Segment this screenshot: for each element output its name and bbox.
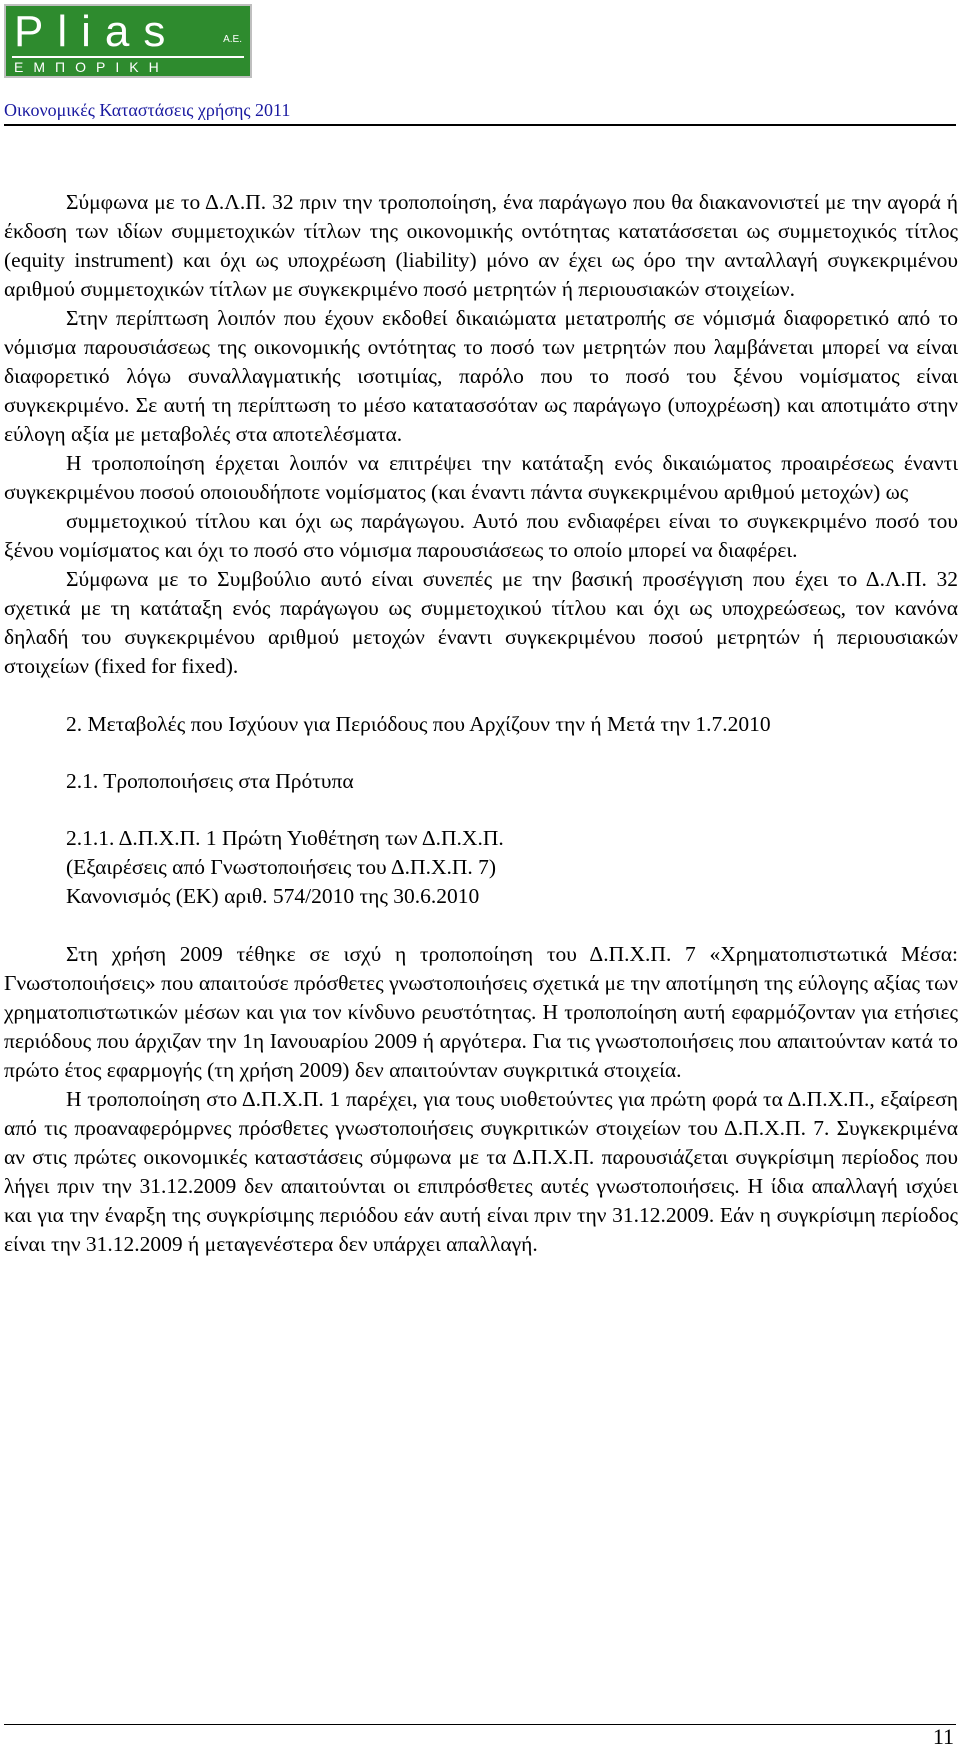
footer-divider [4,1724,956,1725]
logo-suffix: A.E. [223,34,242,45]
section-heading-2-1: 2.1. Τροποποιήσεις στα Πρότυπα [66,769,354,793]
paragraph: Η τροποποίηση έρχεται λοιπόν να επιτρέψει την κατάταξη ενός δικαιώματος προαιρέσεως έναντι συγκεκριμένου ποσού οποιουδήποτε νομίσματος (και έναντι πάντα συγκεκριμένου αριθμού μετοχών) ως [4,451,958,504]
regulation-reference: Κανονισμός (ΕΚ) αριθ. 574/2010 της 30.6.2010 [66,884,480,908]
paragraph: συμμετοχικού τίτλου και όχι ως παράγωγου. Αυτό που ενδιαφέρει είναι το συγκεκριμένο ποσό του ξένου νομίσματος και όχι το ποσό στο νόμισμα παρουσιάσεως το οποίο μπορεί να διαφέρει. [4,509,958,562]
logo-name: Plias [14,7,180,56]
paragraph: Σύμφωνα με το Δ.Λ.Π. 32 πριν την τροποποίηση, ένα παράγωγο που θα διακανονιστεί με την αγορά ή έκδοση των ιδίων συμμετοχικών τίτλων της οικονομικής οντότητας κατατάσσεται ως συμμετοχικός τίτλος (equity instrument) και όχι ως υποχρέωση (liability) μόνο αν έχει ως όρο την ανταλλαγή συγκεκριμένου αριθμού συμμετοχικών τίτλων με συγκεκριμένο ποσό μετρητών ή περιουσιακών στοιχείων. [4,190,958,301]
page-number: 11 [932,1724,954,1749]
section-heading-2-1-1: 2.1.1. Δ.Π.Χ.Π. 1 Πρώτη Υιοθέτηση των Δ.Π.Χ.Π. [66,826,504,850]
company-logo [4,4,252,78]
section-subtitle: (Εξαιρέσεις από Γνωστοποιήσεις του Δ.Π.Χ.Π. 7) [66,855,497,879]
logo-subtitle: ΕΜΠΟΡΙΚΗ [14,59,169,75]
paragraph: Η τροποποίηση στο Δ.Π.Χ.Π. 1 παρέχει, για τους υιοθετούντες για πρώτη φορά τα Δ.Π.Χ.Π., εξαίρεση από τις προαναφερόμρνες πρόσθετες γνωστοποιήσεις συγκριτικών στοιχείων του Δ.Π.Χ.Π. 7. Συγκεκριμένα αν στις πρώτες οικονομικές καταστάσεις σύμφωνα με τα Δ.Π.Χ.Π. παρουσιάζεται συγκρίσιμη περίοδος που λήγει πριν την 31.12.2009 δεν απαιτούνται οι επιπρόσθετες αυτές γνωστοποιήσεις. Η ίδια απαλλαγή ισχύει και για την έναρξη της συγκρίσιμης περιόδου εάν αυτή είναι πριν την 31.12.2009. Εάν η συγκρίσιμη περίοδος είναι την 31.12.2009 ή μεταγενέστερα δεν υπάρχει απαλλαγή. [4,1087,958,1256]
section-heading-2: 2. Μεταβολές που Ισχύουν για Περιόδους που Αρχίζουν την ή Μετά την 1.7.2010 [66,712,771,736]
document-title: Οικονομικές Καταστάσεις χρήσης 2011 [4,100,291,120]
paragraph: Σύμφωνα με το Συμβούλιο αυτό είναι συνεπές με την βασική προσέγγιση που έχει το Δ.Λ.Π. 32 σχετικά με τη κατάταξη ενός παράγωγου ως συμμετοχικού τίτλου και όχι ως υποχρεώσεως, τον κανόνα δηλαδή του συγκεκριμένου αριθμού μετοχών έναντι συγκεκριμένου ποσού μετρητών ή περιουσιακών στοιχείων (fixed for fixed). [4,567,958,678]
paragraph: Στην περίπτωση λοιπόν που έχουν εκδοθεί δικαιώματα μετατροπής σε νόμισμά διαφορετικό από το νόμισμα παρουσιάσεως της οικονομικής οντότητας το ποσό των μετρητών που λαμβάνεται μπορεί να είναι διαφορετικό λόγω συναλλαγματικής ισοτιμίας, παρόλο που το ποσό του ξένου νομίσματος είναι συγκεκριμένο. Σε αυτή τη περίπτωση το μέσο κατατασσόταν ως παράγωγο (υποχρέωση) και αποτιμάτο στην εύλογη αξία με μεταβολές στα αποτελέσματα. [4,306,958,446]
paragraph: Στη χρήση 2009 τέθηκε σε ισχύ η τροποποίηση του Δ.Π.Χ.Π. 7 «Χρηματοπιστωτικά Μέσα: Γνωστοποιήσεις» που απαιτούσε πρόσθετες γνωστοποιήσεις σχετικά με την αποτίμηση της εύλογης αξίας των χρηματοπιστωτικών μέσων και για τον κίνδυνο ρευστότητας. Η τροποποίηση αυτή εφαρμόζονταν για ετήσιες περιόδους που άρχιζαν την 1η Ιανουαρίου 2009 ή αργότερα. Για τις γνωστοποιήσεις που απαιτούνταν κατά το πρώτο έτος εφαρμογής (τη χρήση 2009) δεν απαιτούνταν συγκριτικά στοιχεία. [4,942,958,1082]
document-body [4,188,958,1259]
header-divider [4,124,956,126]
